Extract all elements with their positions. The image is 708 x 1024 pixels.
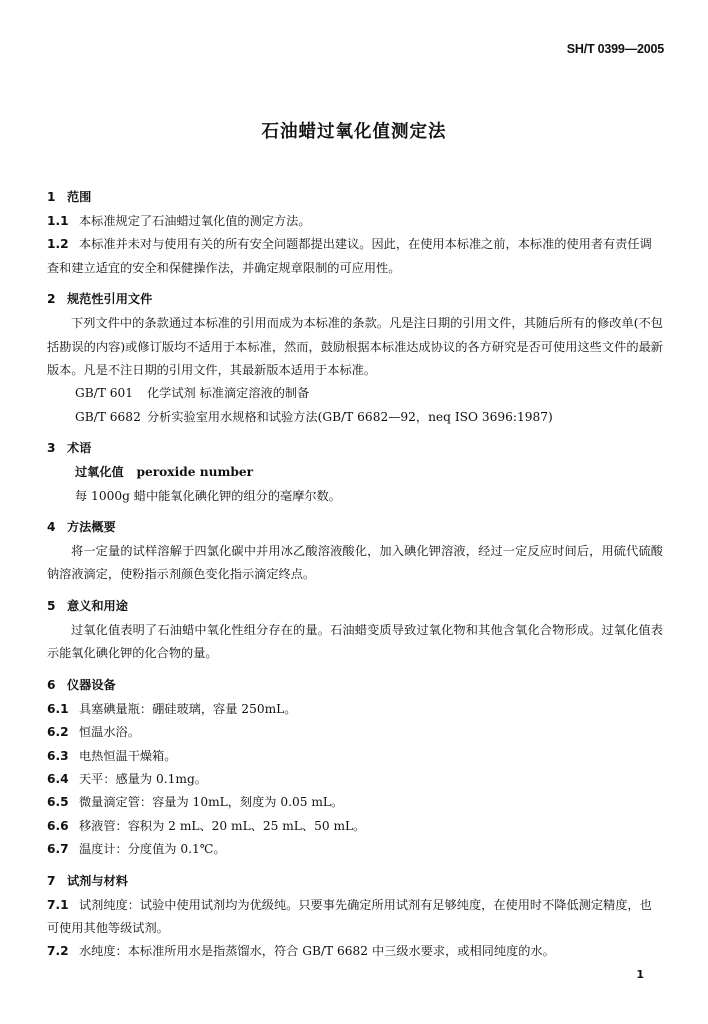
clause-1-2: 1.2 本标准并未对与使用有关的所有安全问题都提出建议。因此，在使用本标准之前，本标准的使用者有责任调查和建立适宜的安全和保健操作法，并确定规章限制的可应用性。 bbox=[47, 237, 652, 275]
clause-7-2: 7.2 水纯度：本标准所用水是指蒸馏水，符合 GB/T 6682 中三级水要求，或相同纯度的水。 bbox=[47, 944, 555, 959]
clause-6-4: 6.4 天平：感量为 0.1mg。 bbox=[47, 771, 207, 786]
reference-gbt-601: GB/T 601 化学试剂 标准滴定溶液的制备 bbox=[75, 386, 310, 401]
clause-6-3: 6.3 电热恒温干燥箱。 bbox=[47, 748, 177, 763]
clause-6-6: 6.6 移液管：容积为 2 mL、20 mL、25 mL、50 mL。 bbox=[47, 818, 366, 833]
document-body bbox=[47, 186, 663, 964]
reference-gbt-6682: GB/T 6682 分析实验室用水规格和试验方法(GB/T 6682—92，neq ISO 3696:1987) bbox=[75, 409, 553, 424]
document-title: 石油蜡过氧化值测定法 bbox=[261, 122, 447, 142]
section-4-heading: 4 方法概要 bbox=[47, 520, 116, 535]
clause-6-5: 6.5 微量滴定管：容量为 10mL，刻度为 0.05 mL。 bbox=[47, 795, 344, 810]
clause-6-7: 6.7 温度计：分度值为 0.1℃。 bbox=[47, 842, 226, 857]
standard-code: SH/T 0399—2005 bbox=[566, 42, 664, 56]
clause-6-1: 6.1 具塞碘量瓶：硼硅玻璃，容量 250mL。 bbox=[47, 701, 297, 716]
section-5-text: 过氧化值表明了石油蜡中氧化性组分存在的量。石油蜡变质导致过氧化物和其他含氧化合物形成。过氧化值表示能氧化碘化钾的化合物的量。 bbox=[47, 622, 663, 661]
page-number: 1 bbox=[636, 968, 644, 981]
clause-7-1: 7.1 试剂纯度：试验中使用试剂均为优级纯。只要事先确定所用试剂有足够纯度，在使用时不降低测定精度，也可使用其他等级试剂。 bbox=[47, 897, 652, 935]
section-5-heading: 5 意义和用途 bbox=[47, 598, 128, 613]
section-2-heading: 2 规范性引用文件 bbox=[47, 292, 153, 307]
term-entry: 过氧化值 peroxide number bbox=[75, 465, 254, 480]
term-definition: 每 1000g 蜡中能氧化碘化钾的组分的毫摩尔数。 bbox=[75, 488, 341, 503]
section-2-intro: 下列文件中的条款通过本标准的引用而成为本标准的条款。凡是注日期的引用文件，其随后所有的修改单(不包括勘误的内容)或修订版均不适用于本标准，然而，鼓励根据本标准达成协议的各方研究是否可使用这些文件的最新版本。凡是不注日期的引用文件，其最新版本适用于本标准。 bbox=[47, 316, 663, 378]
section-4-text: 将一定量的试样溶解于四氯化碳中并用冰乙酸溶液酸化，加入碘化钾溶液，经过一定反应时间后，用硫代硫酸钠溶液滴定，使粉指示剂颜色变化指示滴定终点。 bbox=[47, 544, 663, 582]
section-7-heading: 7 试剂与材料 bbox=[47, 873, 128, 888]
clause-6-2: 6.2 恒温水浴。 bbox=[47, 725, 140, 740]
clause-1-1: 1.1 本标准规定了石油蜡过氧化值的测定方法。 bbox=[47, 214, 311, 228]
section-6-heading: 6 仪器设备 bbox=[47, 677, 116, 692]
section-1-heading: 1 范围 bbox=[47, 190, 92, 204]
section-3-heading: 3 术语 bbox=[47, 441, 92, 456]
